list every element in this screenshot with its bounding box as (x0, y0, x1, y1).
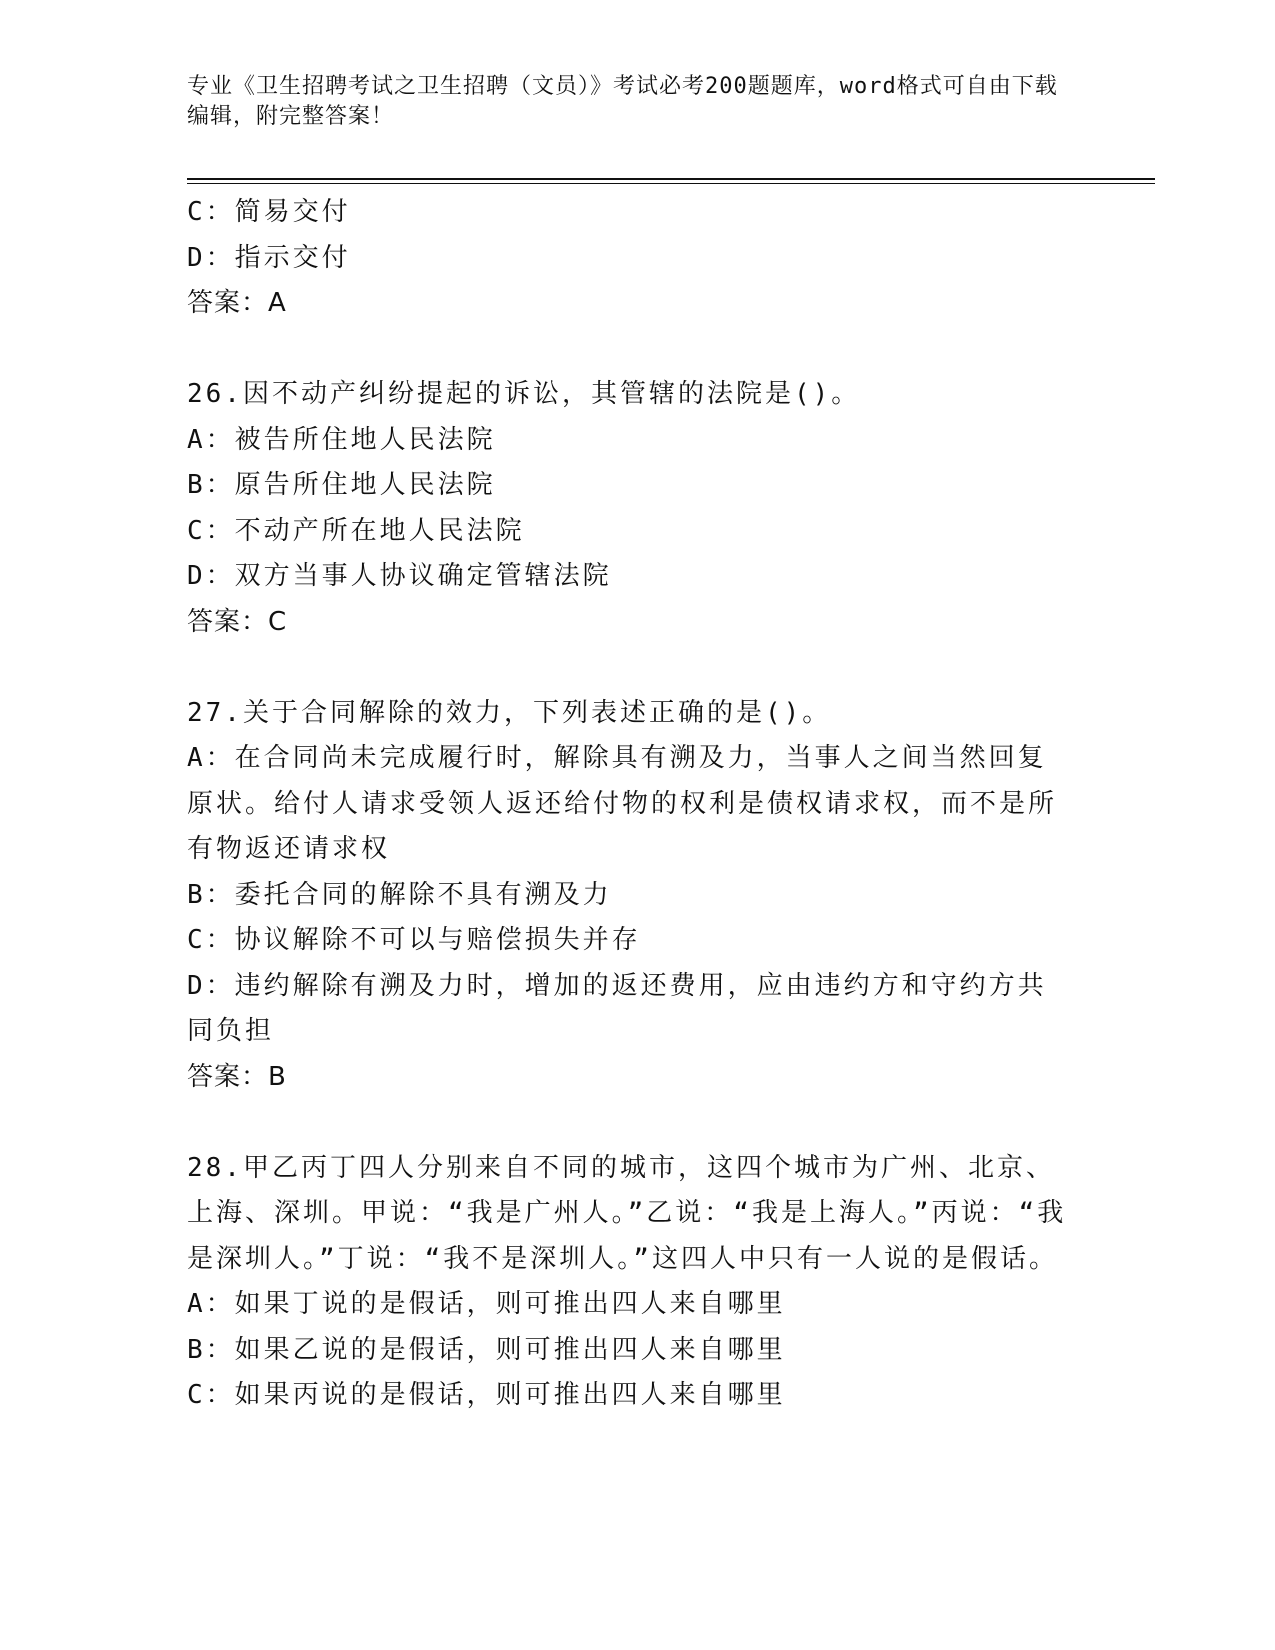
question-28: 28.甲乙丙丁四人分别来自不同的城市，这四个城市为广州、北京、上海、深圳。甲说：“我是广州人。”乙说：“我是上海人。”丙说：“我是深圳人。”丁说：“我不是深圳人。”这四人中只有一人说的是假话。 (187, 1152, 1067, 1274)
document-header: 专业《卫生招聘考试之卫生招聘（文员）》考试必考200题题库，word格式可自由下载编辑，附完整答案！ (187, 74, 1058, 129)
question-26: 26.因不动产纠纷提起的诉讼，其管辖的法院是()。 (187, 379, 861, 409)
answer-line: 答案：C (187, 606, 288, 637)
answer-line: 答案：B (187, 1061, 287, 1092)
option-c: C：简易交付 (187, 197, 351, 227)
answer-line: 答案：A (187, 288, 287, 318)
option-a: A：被告所住地人民法院 (187, 424, 496, 455)
option-d: D：指示交付 (187, 242, 351, 273)
header-rule-thick (187, 178, 1155, 180)
option-c: C：协议解除不可以与赔偿损失并存 (187, 925, 641, 955)
spacer (187, 327, 1067, 373)
option-c: C：不动产所在地人民法院 (187, 515, 525, 546)
option-b: B：原告所住地人民法院 (187, 470, 496, 500)
option-b: B：如果乙说的是假话，则可推出四人来自哪里 (187, 1334, 786, 1365)
spacer (187, 645, 1067, 691)
option-c: C：如果丙说的是假话，则可推出四人来自哪里 (187, 1380, 786, 1410)
header-rule-thin (187, 183, 1155, 184)
option-a: A：在合同尚未完成履行时，解除具有溯及力，当事人之间当然回复原状。给付人请求受领人返还给付物的权利是债权请求权，而不是所有物返还请求权 (187, 743, 1058, 864)
option-d: D：双方当事人协议确定管辖法院 (187, 561, 612, 591)
option-a: A：如果丁说的是假话，则可推出四人来自哪里 (187, 1289, 786, 1319)
spacer (187, 1100, 1067, 1146)
question-list (187, 190, 1067, 1419)
option-d: D：违约解除有溯及力时，增加的返还费用，应由违约方和守约方共同负担 (187, 970, 1047, 1046)
option-b: B：委托合同的解除不具有溯及力 (187, 879, 612, 910)
question-27: 27.关于合同解除的效力，下列表述正确的是()。 (187, 697, 832, 728)
